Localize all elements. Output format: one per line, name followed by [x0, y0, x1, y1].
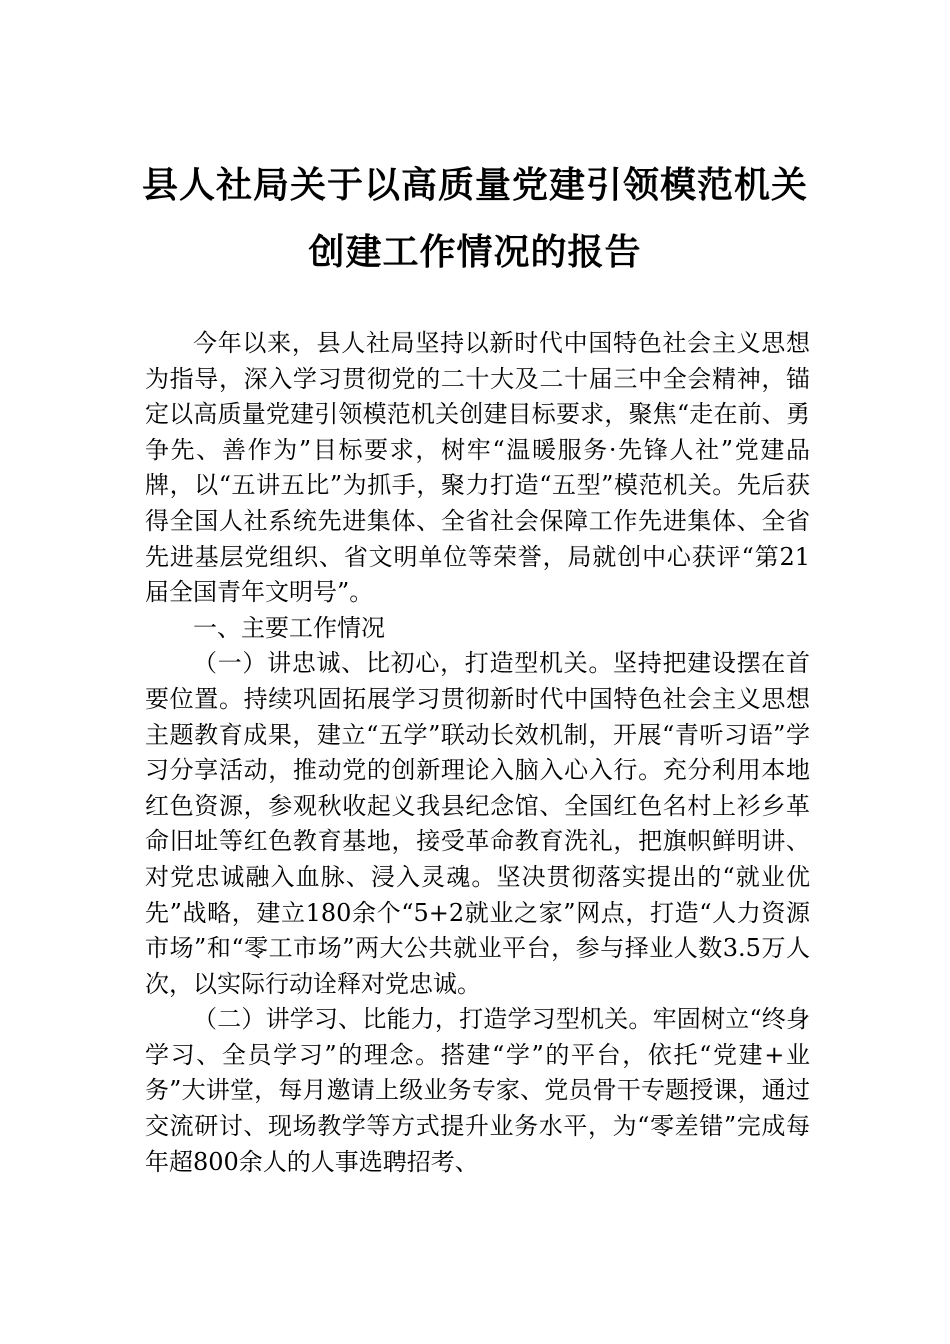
- section-heading: 一、主要工作情况: [193, 613, 385, 642]
- document-body: [145, 326, 810, 1180]
- subsection-1-body: 坚持把建设摆在首要位置。持续巩固拓展学习贯彻新时代中国特色社会主义思想主题教育成果，建立“五学”联动长效机制，开展“青听习语”学习分享活动，推动党的创新理论入脑入心入行。充分利用本地红色资源，参观秋收起义我县纪念馆、全国红色名村上衫乡革命旧址等红色教育基地，接受革命教育洗礼，把旗帜鲜明讲、对党忠诚融入血脉、浸入灵魂。坚决贯彻落实提出的“就业优先”战略，建立180余个“5+2就业之家”网点，打造“人力资源市场”和“零工市场”两大公共就业平台，参与择业人数3.5万人次，以实际行动诠释对党忠诚。: [145, 649, 811, 998]
- subsection-2-paragraph: [145, 1002, 810, 1180]
- subsection-2-title: （二）讲学习、比能力，打造学习型机关。: [193, 1005, 653, 1034]
- intro-paragraph: 今年以来，县人社局坚持以新时代中国特色社会主义思想为指导，深入学习贯彻党的二十大及二十届三中全会精神，锚定以高质量党建引领模范机关创建目标要求，聚焦“走在前、勇争先、善作为”目标要求，树牢“温暖服务·先锋人社”党建品牌，以“五讲五比”为抓手，聚力打造“五型”模范机关。先后获得全国人社系统先进集体、全省社会保障工作先进集体、全省先进基层党组织、省文明单位等荣誉，局就创中心获评“第21届全国青年文明号”。: [145, 329, 810, 607]
- document-title-line-1: 县人社局关于以高质量党建引领模范机关: [141, 164, 808, 206]
- subsection-1-title: （一）讲忠诚、比初心，打造型机关。: [193, 649, 614, 678]
- subsection-2-body: 牢固树立“终身学习、全员学习”的理念。搭建“学”的平台，依托“党建+业务”大讲堂，每月邀请上级业务专家、党员骨干专题授课，通过交流研讨、现场教学等方式提升业务水平，为“零差错”完成每年超800余人的人事选聘招考、: [145, 1005, 810, 1176]
- document-title-line-2: 创建工作情况的报告: [308, 231, 642, 273]
- subsection-1-paragraph: [145, 646, 810, 1002]
